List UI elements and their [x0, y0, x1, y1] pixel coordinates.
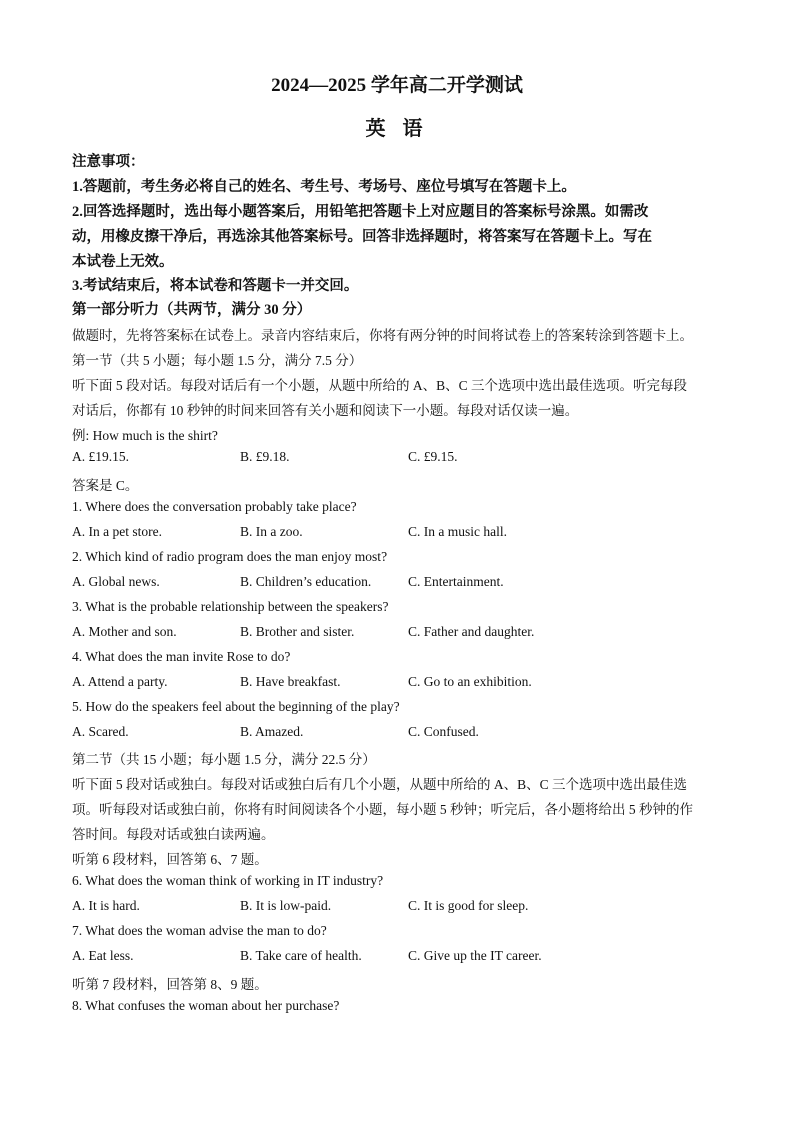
option-c: C. Give up the IT career.: [408, 948, 542, 963]
option-b: B. Take care of health.: [240, 948, 362, 963]
material-6-instruction: 听第 6 段材料，回答第 6、7 题。: [72, 852, 268, 867]
option-c: C. Confused.: [408, 724, 479, 739]
option-c: C. Go to an exhibition.: [408, 674, 532, 689]
notice-item-2-line-2: 动，用橡皮擦干净后，再选涂其他答案标号。回答非选择题时，将答案写在答题卡上。写在: [72, 229, 652, 245]
section1-instruction-line-2: 对话后，你都有 10 秒钟的时间来回答有关小题和阅读下一小题。每段对话仅读一遍。: [72, 403, 579, 418]
section2-heading: 第二节（共 15 小题；每小题 1.5 分，满分 22.5 分）: [72, 752, 376, 767]
option-c: C. Father and daughter.: [408, 624, 535, 639]
question-4: 4. What does the man invite Rose to do?: [72, 649, 291, 664]
question-2-options: [72, 574, 732, 592]
option-c: C. £9.15.: [408, 449, 458, 464]
section2-instruction-line-3: 答时间。每段对话或独白读两遍。: [72, 827, 275, 842]
notice-item-2-line-1: 2.回答选择题时，选出每小题答案后，用铅笔把答题卡上对应题目的答案标号涂黑。如需改: [72, 204, 649, 220]
question-2: 2. Which kind of radio program does the man enjoy most?: [72, 549, 388, 564]
option-b: B. In a zoo.: [240, 524, 303, 539]
question-4-options: [72, 674, 732, 692]
notice-item-3: 3.考试结束后，将本试卷和答题卡一并交回。: [72, 278, 359, 294]
question-6: 6. What does the woman think of working in IT industry?: [72, 873, 384, 888]
example-question: 例: How much is the shirt?: [72, 428, 218, 443]
question-7-options: [72, 948, 732, 966]
notice-heading: 注意事项：: [72, 154, 145, 170]
option-b: B. Children’s education.: [240, 574, 372, 589]
option-a: A. Scared.: [72, 724, 129, 739]
section1-heading: 第一节（共 5 小题；每小题 1.5 分，满分 7.5 分）: [72, 353, 363, 368]
question-8: 8. What confuses the woman about her purchase?: [72, 998, 340, 1013]
option-a: A. Mother and son.: [72, 624, 177, 639]
option-a: A. In a pet store.: [72, 524, 162, 539]
question-1: 1. Where does the conversation probably take place?: [72, 499, 357, 514]
part1-heading: 第一部分听力（共两节，满分 30 分）: [72, 302, 312, 318]
section2-instruction-line-2: 项。听每段对话或独白前，你将有时间阅读各个小题，每小题 5 秒钟；听完后，各小题将给出 5 秒钟的作: [72, 802, 693, 817]
example-options: [72, 449, 732, 467]
question-3-options: [72, 624, 732, 642]
option-a: A. £19.15.: [72, 449, 129, 464]
option-a: A. It is hard.: [72, 898, 140, 913]
option-b: B. It is low-paid.: [240, 898, 332, 913]
question-6-options: [72, 898, 732, 916]
part1-intro: 做题时，先将答案标在试卷上。录音内容结束后，你将有两分钟的时间将试卷上的答案转涂到答题卡上。: [72, 328, 693, 343]
subject-title: 英 语: [365, 118, 429, 140]
question-1-options: [72, 524, 732, 542]
section2-instruction-line-1: 听下面 5 段对话或独白。每段对话或独白后有几个小题，从题中所给的 A、B、C 三个选项中选出最佳选: [72, 777, 688, 792]
notice-item-1: 1.答题前，考生务必将自己的姓名、考生号、考场号、座位号填写在答题卡上。: [72, 179, 576, 195]
exam-title: 2024—2025 学年高二开学测试: [271, 75, 523, 96]
option-b: B. Amazed.: [240, 724, 304, 739]
section1-instruction-line-1: 听下面 5 段对话。每段对话后有一个小题，从题中所给的 A、B、C 三个选项中选出最佳选项。听完每段: [72, 378, 688, 393]
question-3: 3. What is the probable relationship between the speakers?: [72, 599, 389, 614]
option-b: B. Have breakfast.: [240, 674, 341, 689]
option-b: B. £9.18.: [240, 449, 290, 464]
material-7-instruction: 听第 7 段材料，回答第 8、9 题。: [72, 977, 268, 992]
option-b: B. Brother and sister.: [240, 624, 355, 639]
question-7: 7. What does the woman advise the man to do?: [72, 923, 327, 938]
option-a: A. Eat less.: [72, 948, 134, 963]
question-5: 5. How do the speakers feel about the beginning of the play?: [72, 699, 400, 714]
example-answer: 答案是 C。: [72, 478, 139, 493]
option-a: A. Global news.: [72, 574, 160, 589]
option-c: C. Entertainment.: [408, 574, 504, 589]
notice-item-2-line-3: 本试卷上无效。: [72, 254, 174, 270]
question-5-options: [72, 724, 732, 742]
option-c: C. In a music hall.: [408, 524, 507, 539]
option-a: A. Attend a party.: [72, 674, 168, 689]
option-c: C. It is good for sleep.: [408, 898, 529, 913]
